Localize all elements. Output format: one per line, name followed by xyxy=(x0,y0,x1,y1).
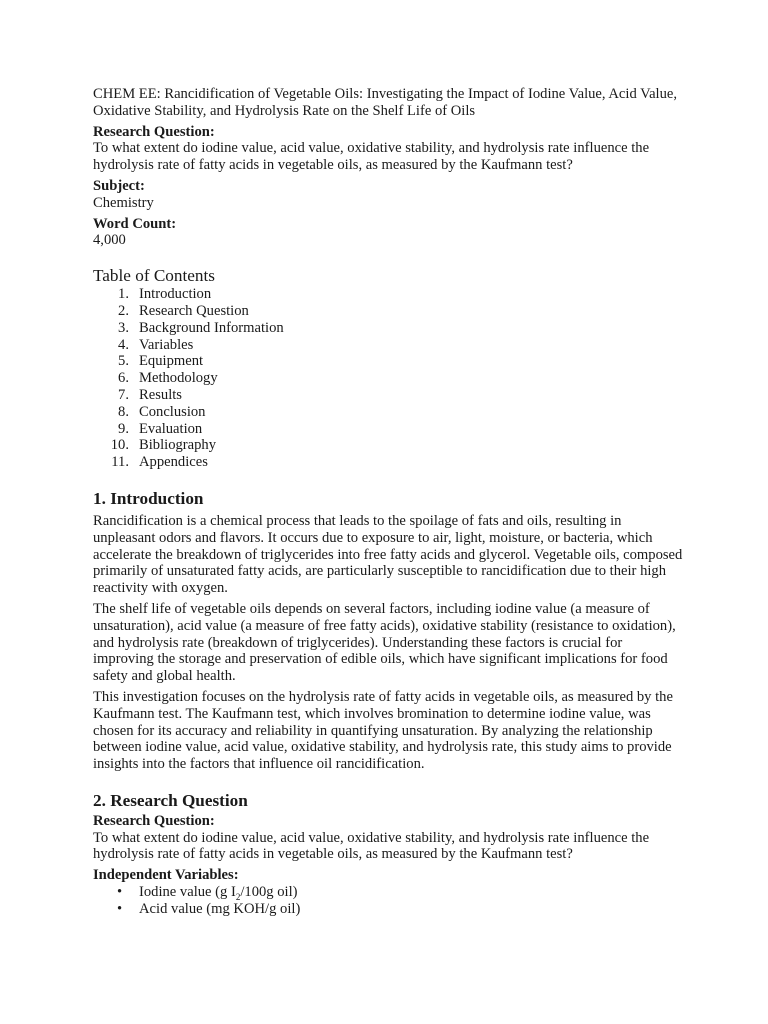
toc-item-variables: 4. Variables xyxy=(118,336,194,353)
word-count-label: Word Count: xyxy=(93,215,177,232)
independent-variables-list xyxy=(93,884,683,918)
document-page xyxy=(93,86,683,918)
rq-section-text: To what extent do iodine value, acid value, oxidative stability, and hydrolysis rate influence the hydrolysis rate of fatty acids in vegetable oils, as measured by the Kaufmann test? xyxy=(93,829,650,863)
introduction-paragraph-2: The shelf life of vegetable oils depends on several factors, including iodine value (a measure of unsaturation), acid value (a measure of free fatty acids), oxidative stability (resistance to oxidation), and hydrolysis rate (breakdown of triglycerides). Understanding these factors is crucial for improving the storage and preservation of edible oils, which have significant implications for food safety and global health. xyxy=(93,600,676,685)
toc-item-introduction: 1. Introduction xyxy=(118,286,212,303)
toc-item-conclusion: 8. Conclusion xyxy=(118,403,206,420)
introduction-paragraph-3: This investigation focuses on the hydrolysis rate of fatty acids in vegetable oils, as measured by the Kaufmann test. The Kaufmann test, which involves bromination to determine iodine value, was chosen for its accuracy and reliability in quantifying unsaturation. By analyzing the relationship between iodine value, acid value, oxidative stability, and hydrolysis rate, this study aims to provide insights into the factors that influence oil rancidification. xyxy=(93,688,673,773)
rq-section-label: Research Question: xyxy=(93,812,215,829)
list-item: • Iodine value (g $I_2/100g$ oil) xyxy=(93,884,683,901)
toc-item-background: 3. Background Information xyxy=(118,319,284,336)
introduction-paragraph-1: Rancidification is a chemical process that leads to the spoilage of fats and oils, resulting in unpleasant odors and flavors. It occurs due to exposure to air, light, moisture, or bacteria, which accelerate the breakdown of triglycerides into free fatty acids and glycerol. Vegetable oils, composed primarily of unsaturated fatty acids, are particularly susceptible to rancidification due to their high reactivity with oxygen. xyxy=(93,512,683,597)
research-question-text: To what extent do iodine value, acid value, oxidative stability, and hydrolysis rate influence the hydrolysis rate of fatty acids in vegetable oils, as measured by the Kaufmann test? xyxy=(93,140,650,174)
list-item: • Acid value (mg KOH/g oil) xyxy=(93,901,683,918)
toc-item-evaluation: 9. Evaluation xyxy=(118,420,203,437)
toc-item-equipment: 5. Equipment xyxy=(118,353,204,370)
toc-heading: Table of Contents xyxy=(93,266,215,286)
independent-variables-label: Independent Variables: xyxy=(93,867,239,884)
toc-item-results: 7. Results xyxy=(118,386,182,403)
subject-label: Subject: xyxy=(93,177,145,194)
toc-item-appendices: 11. Appendices xyxy=(111,454,208,471)
toc-item-methodology: 6. Methodology xyxy=(118,370,218,387)
toc-list xyxy=(93,286,683,471)
research-question-heading: 2. Research Question xyxy=(93,790,248,810)
research-question-label: Research Question: xyxy=(93,123,215,140)
subject-value: Chemistry xyxy=(93,194,154,211)
introduction-heading: 1. Introduction xyxy=(93,488,204,508)
word-count-value: 4,000 xyxy=(93,232,126,249)
toc-item-research-question: 2. Research Question xyxy=(118,302,249,319)
toc-item-bibliography: 10. Bibliography xyxy=(110,437,217,454)
document-title: CHEM EE: Rancidification of Vegetable Oils: Investigating the Impact of Iodine Value, Acid Value, Oxidative Stability, and Hydrolysis Rate on the Shelf Life of Oils xyxy=(93,86,678,119)
